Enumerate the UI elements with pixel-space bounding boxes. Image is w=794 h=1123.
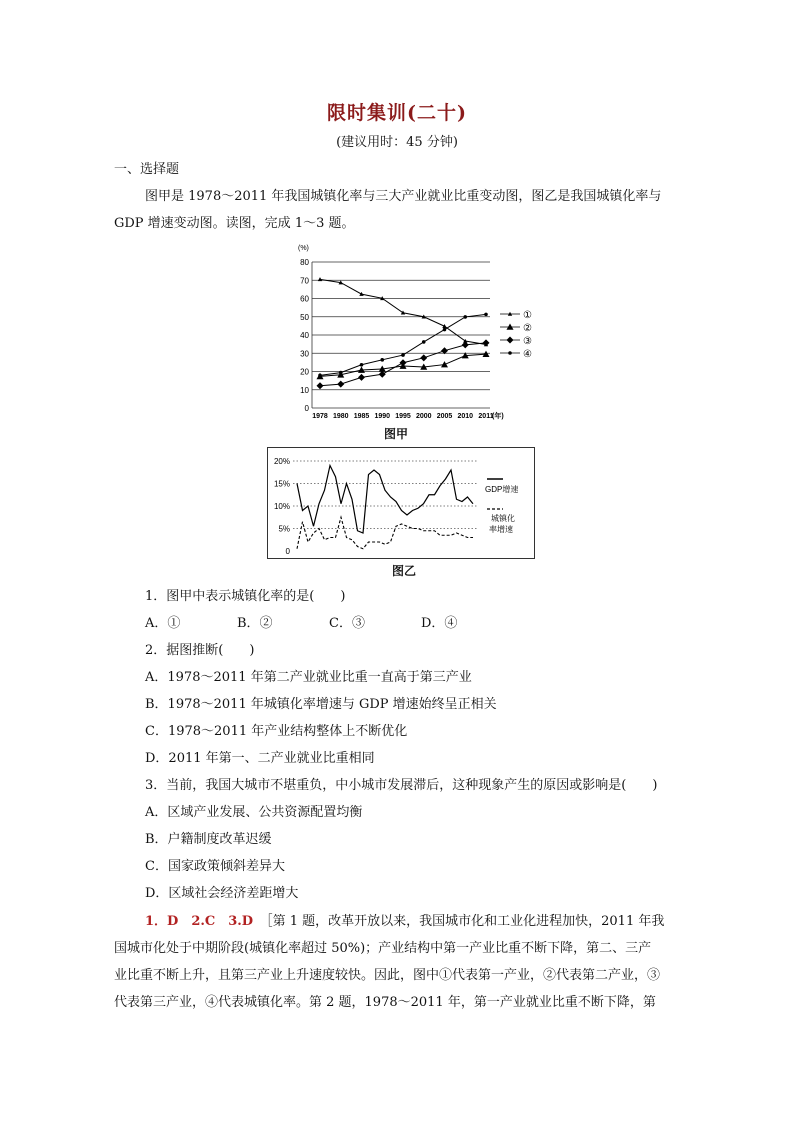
data-point <box>358 374 365 381</box>
question-2-stem: 2．据图推断( ) <box>145 643 255 658</box>
data-point <box>317 382 324 389</box>
data-point <box>484 313 488 317</box>
option-a: A．① <box>145 616 181 631</box>
option-b: B．② <box>237 616 273 631</box>
x-tick-label: 1990 <box>374 413 391 420</box>
data-point <box>339 371 343 375</box>
data-point <box>463 315 467 319</box>
legend-label: ④ <box>523 349 532 360</box>
option-a: A．区域产业发展、公共资源配置均衡 <box>145 805 363 820</box>
answer-line-3: 业比重不断上升，且第三产业上升速度较快。因此，图中①代表第一产业，②代表第二产业，③ <box>114 968 661 983</box>
y-tick-label: 15% <box>273 479 290 489</box>
legend-label: ③ <box>523 336 532 347</box>
y-tick-label: 80 <box>300 258 309 267</box>
x-axis-unit: (年) <box>492 413 504 420</box>
data-point <box>359 292 363 296</box>
caption-jia: 图甲 <box>384 427 409 441</box>
x-tick-label: 2011 <box>478 413 494 420</box>
answer-text-1: ［第 1 题，改革开放以来，我国城市化和工业化进程加快，2011 年我 <box>266 914 665 929</box>
y-tick-label: 0 <box>304 404 309 413</box>
option-d: D．2011 年第一、二产业就业比重相同 <box>145 751 375 766</box>
data-point <box>420 354 427 361</box>
data-point <box>360 363 364 367</box>
question-1-options <box>145 614 513 634</box>
data-point <box>443 328 447 332</box>
data-point <box>318 374 322 378</box>
y-tick-label: 5% <box>278 524 290 534</box>
y-tick-label: 0 <box>285 547 290 556</box>
chart-yi <box>267 447 535 559</box>
answer-keys: 1．D 2.C 3.D <box>145 914 254 929</box>
data-point <box>483 339 490 346</box>
option-d: D．区域社会经济差距增大 <box>145 886 299 901</box>
y-tick-label: 70 <box>300 276 309 286</box>
option-c: C．③ <box>329 616 365 631</box>
legend-label: 率增速 <box>489 525 513 534</box>
x-tick-label: 1980 <box>332 413 349 420</box>
y-tick-label: 10 <box>300 385 309 395</box>
option-c: C．国家政策倾斜差异大 <box>145 859 285 874</box>
data-point <box>401 353 405 357</box>
y-tick-label: 30 <box>300 349 309 359</box>
data-point <box>337 381 344 388</box>
x-tick-label: 1978 <box>312 413 328 420</box>
x-tick-label: 2005 <box>436 413 453 420</box>
data-point <box>462 341 469 348</box>
caption-yi: 图乙 <box>392 564 417 578</box>
question-1-stem: 1．图甲中表示城镇化率的是( ) <box>145 589 346 604</box>
legend-label: GDP增速 <box>485 485 519 494</box>
data-point <box>400 359 407 366</box>
y-tick-label: 60 <box>300 294 309 304</box>
x-tick-label: 2010 <box>457 413 474 420</box>
data-point <box>380 358 384 362</box>
time-hint: (建议用时：45 分钟) <box>336 135 458 150</box>
option-b: B．1978～2011 年城镇化率增速与 GDP 增速始终呈正相关 <box>145 697 497 712</box>
answer-line-1 <box>145 912 664 932</box>
data-point <box>422 340 426 344</box>
y-tick-label: 40 <box>300 331 309 340</box>
x-tick-label: 1995 <box>395 413 411 420</box>
option-a: A．1978～2011 年第二产业就业比重一直高于第三产业 <box>145 670 472 685</box>
x-tick-label: 1985 <box>353 413 370 420</box>
answer-line-4: 代表第三产业，④代表城镇化率。第 2 题，1978～2011 年，第一产业就业比重不断下降，第 <box>114 995 656 1010</box>
data-point <box>483 351 490 357</box>
chart-frame <box>268 448 535 559</box>
data-point <box>507 337 514 344</box>
option-d: D．④ <box>421 616 458 631</box>
x-tick-label: 2000 <box>415 413 432 420</box>
y-tick-label: 20 <box>300 367 309 377</box>
y-tick-label: 10% <box>273 502 290 511</box>
page-title: 限时集训(二十) <box>327 102 467 124</box>
data-point <box>508 351 512 355</box>
question-3-stem: 3．当前，我国大城市不堪重负，中小城市发展滞后，这种现象产生的原因或影响是( ) <box>145 778 658 793</box>
intro-line-1: 图甲是 1978～2011 年我国城镇化率与三大产业就业比重变动图，图乙是我国城镇化率与 <box>145 189 662 204</box>
legend-label: ① <box>523 310 532 321</box>
chart-jia <box>282 242 542 422</box>
option-c: C．1978～2011 年产业结构整体上不断优化 <box>145 724 408 739</box>
y-tick-label: 20% <box>273 457 290 466</box>
y-axis-unit: (%) <box>298 245 309 252</box>
y-tick-label: 50 <box>300 312 309 322</box>
answer-line-2: 国城市化处于中期阶段(城镇化率超过 50%)；产业结构中第一产业比重不断下降，第二、三产 <box>114 941 652 956</box>
intro-line-2: GDP 增速变动图。读图，完成 1～3 题。 <box>114 216 355 231</box>
legend-label: 城镇化 <box>491 514 515 523</box>
data-point <box>441 361 448 367</box>
section-heading: 一、选择题 <box>114 162 180 177</box>
option-b: B．户籍制度改革迟缓 <box>145 832 272 847</box>
legend-label: ② <box>523 323 532 334</box>
